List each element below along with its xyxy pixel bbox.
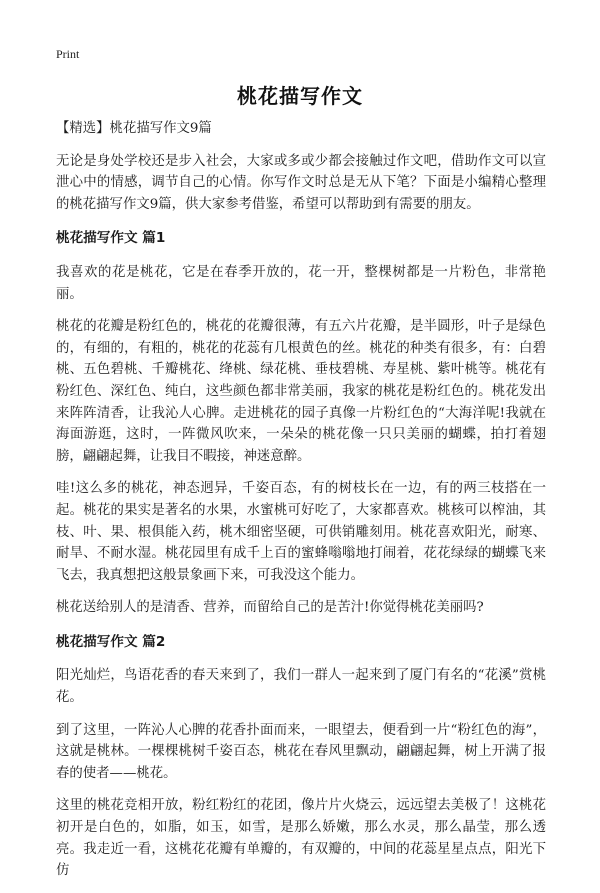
intro-paragraph: 无论是身处学校还是步入社会，大家或多或少都会接触过作文吧，借助作文可以宣泄心中的情感，调节自己的心情。你写作文时总是无从下笔？下面是小编精心整理的桃花描写作文9篇，供大家参考借鉴，希望可以帮助到有需要的朋友。 <box>56 153 546 212</box>
print-link[interactable]: Print <box>56 47 80 61</box>
paragraph: 我喜欢的花是桃花，它是在春季开放的，花一开，整棵树都是一片粉色，非常艳丽。 <box>56 264 546 302</box>
document-subtitle: 【精选】桃花描写作文9篇 <box>56 121 212 136</box>
paragraph: 到了这里，一阵沁人心脾的花香扑面而来，一眼望去，便看到一片“粉红色的海”，这就是桃林。一棵棵桃树千姿百态，桃花在春风里飘动，翩翩起舞，树上开满了报春的使者——桃花。 <box>56 722 546 781</box>
document-title: 桃花描写作文 <box>237 84 363 108</box>
section-heading-2: 桃花描写作文 篇2 <box>56 633 166 650</box>
document-body <box>56 118 546 893</box>
paragraph: 阳光灿烂，鸟语花香的春天来到了，我们一群人一起来到了厦门有名的“花溪”赏桃花。 <box>56 668 546 706</box>
section-heading-1: 桃花描写作文 篇1 <box>56 230 166 247</box>
paragraph: 这里的桃花竞相开放，粉红粉红的花团，像片片火烧云，远远望去美极了！这桃花初开是白色的，如脂，如玉，如雪，是那么娇嫩，那么水灵，那么晶莹，那么透亮。我走近一看，这桃花花瓣有单瓣的，有双瓣的，中间的花蕊星星点点，阳光下仿 <box>56 798 546 879</box>
paragraph: 桃花送给别人的是清香、营养，而留给自己的是苦汁!你觉得桃花美丽吗? <box>56 600 484 616</box>
paragraph: 哇!这么多的桃花，神态迥异，千姿百态，有的树枝长在一边，有的两三枝搭在一起。桃花的果实是著名的水果，水蜜桃可好吃了，大家都喜欢。桃核可以榨油，其枝、叶、果、根俱能入药，桃木细密坚硬，可供销雕刻用。桃花喜欢阳光，耐寒、耐旱、不耐水湿。桃花园里有成千上百的蜜蜂嗡嗡地打闹着，花花绿绿的蝴蝶飞来飞去，我真想把这般景象画下来，可我没这个能力。 <box>56 481 546 583</box>
paragraph: 桃花的花瓣是粉红色的，桃花的花瓣很薄，有五六片花瓣，是半圆形，叶子是绿色的，有细的，有粗的，桃花的花蕊有几根黄色的丝。桃花的种类有很多，有：白碧桃、五色碧桃、千瓣桃花、绛桃、绿花桃、垂枝碧桃、寿星桃、紫叶桃等。桃花有粉红色、深红色、纯白，这些颜色都非常美丽，我家的桃花是粉红色的。桃花发出来阵阵清香，让我沁人心脾。走进桃花的园子真像一片粉红色的“大海洋呢!我就在海面游逛，这时，一阵微风吹来，一朵朵的桃花像一只只美丽的蝴蝶，拍打着翅膀，翩翩起舞，让我目不暇接，神迷意醉。 <box>56 319 546 464</box>
